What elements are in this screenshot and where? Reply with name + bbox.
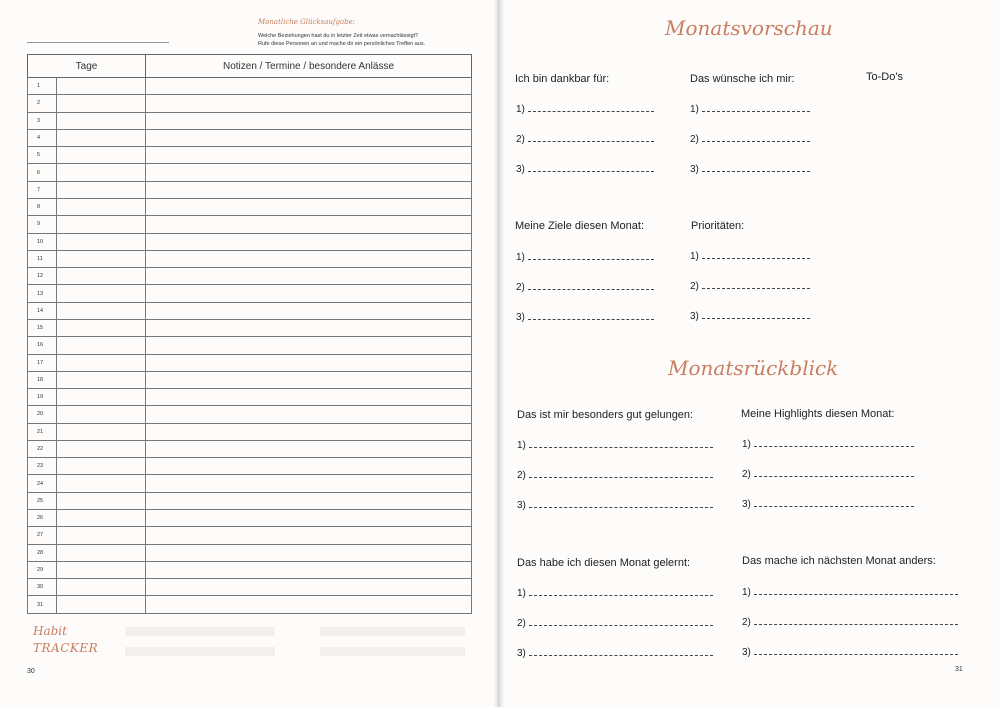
day-cell[interactable] xyxy=(57,371,146,388)
day-number: 9 xyxy=(28,216,57,233)
notes-cell[interactable] xyxy=(146,112,472,129)
notes-cell[interactable] xyxy=(146,198,472,215)
priorities-line-1: 1) xyxy=(690,250,810,262)
table-row xyxy=(28,561,472,578)
day-number: 16 xyxy=(28,337,57,354)
table-row xyxy=(28,78,472,95)
habit-tracker-row xyxy=(320,627,465,636)
table-row xyxy=(28,354,472,371)
day-number: 17 xyxy=(28,354,57,371)
page-number-left: 30 xyxy=(27,668,35,675)
day-cell[interactable] xyxy=(57,527,146,544)
learned-line-2: 2) xyxy=(517,617,713,629)
table-row xyxy=(28,233,472,250)
prompt-text xyxy=(258,32,488,48)
success-line-2: 2) xyxy=(517,469,713,481)
notes-cell[interactable] xyxy=(146,544,472,561)
day-number: 8 xyxy=(28,198,57,215)
day-cell[interactable] xyxy=(57,544,146,561)
notes-cell[interactable] xyxy=(146,510,472,527)
notes-cell[interactable] xyxy=(146,147,472,164)
table-row xyxy=(28,181,472,198)
day-cell[interactable] xyxy=(57,198,146,215)
table-row xyxy=(28,371,472,388)
change-line-2: 2) xyxy=(742,616,958,628)
highlights-line-3: 3) xyxy=(742,498,914,510)
day-number: 12 xyxy=(28,268,57,285)
table-row xyxy=(28,440,472,457)
day-cell[interactable] xyxy=(57,510,146,527)
table-row xyxy=(28,475,472,492)
notes-cell[interactable] xyxy=(146,164,472,181)
page-number-right: 31 xyxy=(955,666,963,673)
success-line-3: 3) xyxy=(517,499,713,511)
day-number: 2 xyxy=(28,95,57,112)
notes-cell[interactable] xyxy=(146,268,472,285)
table-row xyxy=(28,492,472,509)
day-cell[interactable] xyxy=(57,268,146,285)
table-header-row xyxy=(28,55,472,78)
table-row xyxy=(28,164,472,181)
day-number: 13 xyxy=(28,285,57,302)
notes-cell[interactable] xyxy=(146,216,472,233)
notes-cell[interactable] xyxy=(146,250,472,267)
notes-cell[interactable] xyxy=(146,596,472,614)
notes-cell[interactable] xyxy=(146,561,472,578)
day-cell[interactable] xyxy=(57,319,146,336)
day-cell[interactable] xyxy=(57,302,146,319)
habit-tracker-row xyxy=(125,647,275,656)
notes-cell[interactable] xyxy=(146,337,472,354)
day-cell[interactable] xyxy=(57,233,146,250)
habit-label: Habit xyxy=(33,624,67,638)
todos-label: To-Do's xyxy=(866,71,903,83)
day-number: 23 xyxy=(28,458,57,475)
change-label: Das mache ich nächsten Monat anders: xyxy=(742,555,936,567)
day-cell[interactable] xyxy=(57,78,146,95)
day-number: 15 xyxy=(28,319,57,336)
priorities-line-3: 3) xyxy=(690,310,810,322)
day-cell[interactable] xyxy=(57,216,146,233)
day-number: 29 xyxy=(28,561,57,578)
table-row xyxy=(28,544,472,561)
notes-cell[interactable] xyxy=(146,371,472,388)
day-number: 21 xyxy=(28,423,57,440)
day-number: 7 xyxy=(28,181,57,198)
day-cell[interactable] xyxy=(57,112,146,129)
prompt-title: Monatliche Glücksaufgabe: xyxy=(258,18,356,26)
notes-cell[interactable] xyxy=(146,440,472,457)
table-row xyxy=(28,596,472,614)
habit-tracker-row xyxy=(125,627,275,636)
day-cell[interactable] xyxy=(57,181,146,198)
priorities-line-2: 2) xyxy=(690,280,810,292)
day-cell[interactable] xyxy=(57,95,146,112)
table-row xyxy=(28,250,472,267)
wishes-line-2: 2) xyxy=(690,133,810,145)
day-number: 1 xyxy=(28,78,57,95)
day-number: 30 xyxy=(28,579,57,596)
table-row xyxy=(28,198,472,215)
table-row xyxy=(28,579,472,596)
prompt-line-2: Rufe diese Personen an und mache dir ein persönliches Treffen aus. xyxy=(258,41,426,47)
notes-cell[interactable] xyxy=(146,527,472,544)
notes-cell[interactable] xyxy=(146,78,472,95)
table-row xyxy=(28,406,472,423)
table-row xyxy=(28,319,472,336)
table-body xyxy=(28,78,472,614)
day-number: 14 xyxy=(28,302,57,319)
grateful-label: Ich bin dankbar für: xyxy=(515,73,610,85)
day-cell[interactable] xyxy=(57,406,146,423)
day-cell[interactable] xyxy=(57,129,146,146)
goals-line-3: 3) xyxy=(516,311,654,323)
highlights-line-2: 2) xyxy=(742,468,914,480)
day-cell[interactable] xyxy=(57,337,146,354)
notes-cell[interactable] xyxy=(146,389,472,406)
notes-cell[interactable] xyxy=(146,285,472,302)
notes-cell[interactable] xyxy=(146,129,472,146)
column-header-days: Tage xyxy=(28,55,146,78)
grateful-line-3: 3) xyxy=(516,163,654,175)
notes-cell[interactable] xyxy=(146,579,472,596)
grateful-line-1: 1) xyxy=(516,103,654,115)
day-cell[interactable] xyxy=(57,492,146,509)
learned-line-3: 3) xyxy=(517,647,713,659)
day-number: 27 xyxy=(28,527,57,544)
day-number: 18 xyxy=(28,371,57,388)
table-row xyxy=(28,302,472,319)
table-row xyxy=(28,527,472,544)
day-number: 10 xyxy=(28,233,57,250)
day-number: 28 xyxy=(28,544,57,561)
success-label: Das ist mir besonders gut gelungen: xyxy=(517,409,694,421)
tracker-label: TRACKER xyxy=(33,641,99,655)
wishes-line-1: 1) xyxy=(690,103,810,115)
table-row xyxy=(28,112,472,129)
notes-cell[interactable] xyxy=(146,95,472,112)
day-number: 19 xyxy=(28,389,57,406)
day-cell[interactable] xyxy=(57,423,146,440)
notes-cell[interactable] xyxy=(146,319,472,336)
day-number: 11 xyxy=(28,250,57,267)
day-cell[interactable] xyxy=(57,579,146,596)
day-number: 31 xyxy=(28,596,57,614)
day-cell[interactable] xyxy=(57,250,146,267)
notes-cell[interactable] xyxy=(146,233,472,250)
review-title: Monatsrückblick xyxy=(668,356,839,380)
book-gutter xyxy=(493,0,505,707)
table-row xyxy=(28,129,472,146)
notes-cell[interactable] xyxy=(146,406,472,423)
table-row xyxy=(28,147,472,164)
learned-line-1: 1) xyxy=(517,587,713,599)
column-header-notes: Notizen / Termine / besondere Anlässe xyxy=(146,55,472,78)
day-cell[interactable] xyxy=(57,389,146,406)
day-number: 6 xyxy=(28,164,57,181)
goals-line-2: 2) xyxy=(516,281,654,293)
goals-label: Meine Ziele diesen Monat: xyxy=(515,220,645,232)
wishes-label: Das wünsche ich mir: xyxy=(690,73,795,85)
wishes-line-3: 3) xyxy=(690,163,810,175)
prompt-line-1: Welche Beziehungen hast du in letzter Zeit etwas vernachlässigt? xyxy=(258,33,419,39)
right-page xyxy=(500,0,1000,707)
day-number: 24 xyxy=(28,475,57,492)
highlights-label: Meine Highlights diesen Monat: xyxy=(741,408,895,420)
priorities-label: Prioritäten: xyxy=(691,220,745,232)
day-number: 4 xyxy=(28,129,57,146)
left-page xyxy=(0,0,497,707)
day-number: 3 xyxy=(28,112,57,129)
table-row xyxy=(28,423,472,440)
day-cell[interactable] xyxy=(57,458,146,475)
highlights-line-1: 1) xyxy=(742,438,914,450)
notes-cell[interactable] xyxy=(146,354,472,371)
day-number: 20 xyxy=(28,406,57,423)
day-number: 22 xyxy=(28,440,57,457)
grateful-line-2: 2) xyxy=(516,133,654,145)
table-row xyxy=(28,268,472,285)
day-cell[interactable] xyxy=(57,440,146,457)
notes-cell[interactable] xyxy=(146,475,472,492)
day-cell[interactable] xyxy=(57,147,146,164)
preview-title: Monatsvorschau xyxy=(665,16,833,40)
table-row xyxy=(28,216,472,233)
notes-cell[interactable] xyxy=(146,302,472,319)
day-cell[interactable] xyxy=(57,164,146,181)
notes-cell[interactable] xyxy=(146,458,472,475)
habit-tracker-row xyxy=(320,647,465,656)
table-row xyxy=(28,95,472,112)
table-row xyxy=(28,458,472,475)
day-cell[interactable] xyxy=(57,285,146,302)
learned-label: Das habe ich diesen Monat gelernt: xyxy=(517,557,691,569)
day-cell[interactable] xyxy=(57,596,146,614)
day-cell[interactable] xyxy=(57,561,146,578)
monthly-table xyxy=(27,54,472,614)
success-line-1: 1) xyxy=(517,439,713,451)
day-number: 5 xyxy=(28,147,57,164)
prompt-line xyxy=(27,42,169,43)
table-row xyxy=(28,337,472,354)
table-row xyxy=(28,510,472,527)
notes-cell[interactable] xyxy=(146,423,472,440)
notes-cell[interactable] xyxy=(146,492,472,509)
day-cell[interactable] xyxy=(57,475,146,492)
day-cell[interactable] xyxy=(57,354,146,371)
table-row xyxy=(28,285,472,302)
day-number: 25 xyxy=(28,492,57,509)
goals-line-1: 1) xyxy=(516,251,654,263)
notes-cell[interactable] xyxy=(146,181,472,198)
change-line-3: 3) xyxy=(742,646,958,658)
day-number: 26 xyxy=(28,510,57,527)
table-row xyxy=(28,389,472,406)
change-line-1: 1) xyxy=(742,586,958,598)
